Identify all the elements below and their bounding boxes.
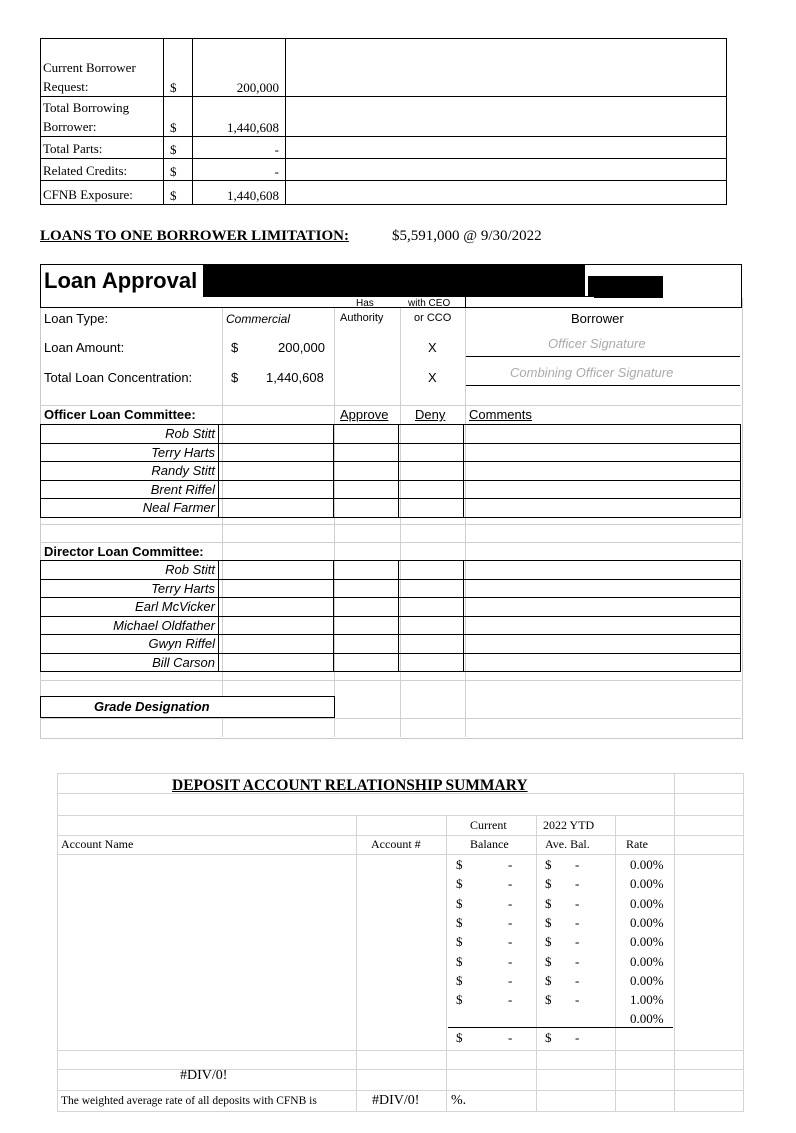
with-ceo-line1: with CEO: [408, 298, 451, 309]
member-name: Terry Harts: [41, 579, 219, 598]
currency-symbol: $: [545, 1030, 552, 1045]
rate-value: 0.00%: [630, 895, 664, 911]
currency-symbol: $: [164, 159, 193, 181]
blank-cell: [286, 181, 727, 205]
table-row: [41, 499, 741, 518]
deny-cell[interactable]: [399, 425, 464, 444]
ytd-value: -: [575, 992, 580, 1008]
member-name: Earl McVicker: [41, 598, 219, 617]
with-ceo-line2: or CCO: [414, 312, 452, 324]
exposure-amount: 200,000: [193, 39, 286, 97]
deny-cell[interactable]: [399, 616, 464, 635]
blank-cell: [286, 137, 727, 159]
total-line: [448, 1027, 673, 1028]
comments-cell[interactable]: [464, 579, 741, 598]
balance-value: -: [508, 914, 513, 930]
approve-cell[interactable]: [334, 598, 399, 617]
exposure-amount: 1,440,608: [193, 97, 286, 137]
deny-cell[interactable]: [399, 635, 464, 654]
balance-value: -: [508, 857, 513, 872]
deny-header: Deny: [415, 407, 446, 422]
loan-type-value: Commercial: [226, 312, 291, 326]
rate-value: 0.00%: [630, 1011, 664, 1026]
exposure-amount: -: [193, 137, 286, 159]
approve-cell[interactable]: [334, 425, 399, 444]
currency-symbol: $: [545, 992, 552, 1008]
currency-symbol: $: [456, 934, 463, 950]
table-row: [41, 616, 741, 635]
currency-symbol: $: [231, 370, 239, 385]
comments-cell[interactable]: [464, 635, 741, 654]
weighted-average-value: #DIV/0!: [372, 1093, 420, 1108]
deny-cell[interactable]: [399, 480, 464, 499]
balance-value: -: [508, 972, 513, 988]
table-row: [41, 653, 741, 672]
table-row: [41, 39, 727, 97]
exposure-table: [40, 38, 727, 205]
ytd-header-line2: Ave. Bal.: [545, 837, 590, 851]
blank-cell: [286, 39, 727, 97]
approve-cell[interactable]: [334, 653, 399, 672]
grid-line: [40, 524, 741, 525]
officer-committee-label: Officer Loan Committee:: [44, 407, 196, 422]
table-row: [41, 443, 741, 462]
currency-symbol: $: [456, 972, 463, 988]
currency-symbol: $: [456, 914, 463, 930]
deposit-title: DEPOSIT ACCOUNT RELATIONSHIP SUMMARY: [172, 777, 528, 794]
currency-symbol: $: [164, 97, 193, 137]
balance-value: -: [508, 895, 513, 911]
combining-signature-label: Combining Officer Signature: [510, 365, 674, 380]
ytd-value: -: [575, 934, 580, 950]
loan-type-label: Loan Type:: [44, 311, 109, 326]
comments-cell[interactable]: [464, 480, 741, 499]
ytd-value: -: [575, 876, 580, 892]
currency-symbol: $: [456, 895, 463, 911]
loan-amount-label: Loan Amount:: [44, 340, 125, 355]
table-row: [41, 97, 727, 137]
rate-value: 0.00%: [630, 914, 664, 930]
deny-cell[interactable]: [399, 653, 464, 672]
table-row: [41, 159, 727, 181]
member-name: Terry Harts: [41, 443, 219, 462]
limitation-label: LOANS TO ONE BORROWER LIMITATION:: [40, 228, 349, 244]
currency-symbol: $: [545, 934, 552, 950]
weighted-average-suffix: %.: [451, 1093, 467, 1108]
currency-symbol: $: [164, 137, 193, 159]
table-row: [41, 462, 741, 481]
ytd-header-line1: 2022 YTD: [543, 818, 595, 832]
exposure-amount: -: [193, 159, 286, 181]
rate-value: 0.00%: [630, 857, 664, 872]
total-concentration-value: 1,440,608: [266, 370, 324, 385]
grid-line: [40, 680, 741, 681]
blank-cell: [286, 159, 727, 181]
total-balance: -: [508, 1030, 513, 1045]
limitation-value: $5,591,000 @ 9/30/2022: [392, 228, 542, 244]
approve-cell[interactable]: [334, 561, 399, 580]
comments-header: Comments: [469, 407, 532, 422]
approve-cell[interactable]: [334, 579, 399, 598]
signature-line: [466, 385, 740, 386]
officer-signature-label: Officer Signature: [548, 336, 646, 351]
table-row: [41, 635, 741, 654]
blank-cell: [286, 97, 727, 137]
has-authority-line2: Authority: [340, 312, 384, 324]
table-row: [41, 181, 727, 205]
exposure-label: Current Borrower Request:: [41, 39, 164, 97]
exposure-amount: 1,440,608: [193, 181, 286, 205]
ytd-value: -: [575, 857, 580, 872]
deny-cell[interactable]: [399, 561, 464, 580]
signature-line: [466, 356, 740, 357]
comments-cell[interactable]: [464, 616, 741, 635]
balance-value: -: [508, 934, 513, 950]
account-name-header: Account Name: [61, 837, 134, 851]
approve-cell[interactable]: [334, 635, 399, 654]
member-name: Brent Riffel: [41, 480, 219, 499]
borrower-label: Borrower: [571, 311, 624, 326]
exposure-label: CFNB Exposure:: [41, 181, 164, 205]
table-row: [41, 137, 727, 159]
currency-symbol: $: [456, 992, 463, 1008]
redacted-bar: [203, 265, 585, 297]
table-row: [41, 598, 741, 617]
approve-cell[interactable]: [334, 462, 399, 481]
currency-symbol: $: [231, 340, 239, 355]
currency-symbol: $: [456, 857, 463, 872]
has-authority-line1: Has: [356, 298, 374, 309]
deny-cell[interactable]: [399, 462, 464, 481]
table-row: [41, 579, 741, 598]
member-name: Rob Stitt: [41, 561, 219, 580]
approve-header: Approve: [340, 407, 389, 422]
exposure-label: Total Borrowing Borrower:: [41, 97, 164, 137]
currency-symbol: $: [545, 972, 552, 988]
currency-symbol: $: [545, 857, 552, 872]
approve-cell[interactable]: [334, 499, 399, 518]
balance-value: -: [508, 953, 513, 969]
title-notch: [465, 296, 594, 307]
ytd-value: -: [575, 972, 580, 988]
exposure-label: Related Credits:: [41, 159, 164, 181]
member-name: Bill Carson: [41, 653, 219, 672]
currency-symbol: $: [545, 895, 552, 911]
authority-mark: X: [428, 340, 437, 355]
balance-value: -: [508, 992, 513, 1008]
currency-symbol: $: [164, 39, 193, 97]
approve-cell[interactable]: [334, 616, 399, 635]
ytd-value: -: [575, 895, 580, 911]
approval-title: Loan Approval: [44, 268, 198, 293]
currency-symbol: $: [545, 876, 552, 892]
total-concentration-label: Total Loan Concentration:: [44, 370, 193, 385]
deny-cell[interactable]: [399, 443, 464, 462]
rate-value: 1.00%: [630, 992, 664, 1008]
officer-committee-table: [40, 424, 741, 518]
grid-line: [40, 542, 741, 543]
member-name: Michael Oldfather: [41, 616, 219, 635]
balance-value: -: [508, 876, 513, 892]
member-name: Gwyn Riffel: [41, 635, 219, 654]
rate-header: Rate: [626, 837, 648, 851]
grid-line: [40, 405, 741, 406]
balance-header-line1: Current: [470, 818, 507, 832]
grade-designation-label: Grade Designation: [94, 699, 210, 714]
deny-cell[interactable]: [399, 499, 464, 518]
approve-cell[interactable]: [334, 480, 399, 499]
ytd-value: -: [575, 953, 580, 969]
deny-cell[interactable]: [399, 598, 464, 617]
loan-amount-value: 200,000: [278, 340, 325, 355]
rate-value: 0.00%: [630, 934, 664, 950]
rate-value: 0.00%: [630, 953, 664, 969]
comments-cell[interactable]: [464, 653, 741, 672]
grid-line: [40, 718, 741, 719]
account-number-header: Account #: [371, 837, 421, 851]
member-name: Neal Farmer: [41, 499, 219, 518]
deny-cell[interactable]: [399, 579, 464, 598]
table-row: [41, 480, 741, 499]
rate-value: 0.00%: [630, 876, 664, 892]
ytd-value: -: [575, 914, 580, 930]
member-name: Randy Stitt: [41, 462, 219, 481]
table-row: [41, 425, 741, 444]
weighted-average-label: The weighted average rate of all deposits with CFNB is: [61, 1095, 317, 1107]
balance-header-line2: Balance: [470, 837, 509, 851]
currency-symbol: $: [456, 953, 463, 969]
rate-value: 0.00%: [630, 972, 664, 988]
currency-symbol: $: [456, 1030, 463, 1045]
div-error: #DIV/0!: [180, 1068, 228, 1083]
comments-cell[interactable]: [464, 499, 741, 518]
currency-symbol: $: [545, 914, 552, 930]
currency-symbol: $: [456, 876, 463, 892]
comments-cell[interactable]: [464, 462, 741, 481]
table-row: [41, 561, 741, 580]
total-ytd: -: [575, 1030, 580, 1045]
currency-symbol: $: [545, 953, 552, 969]
comments-cell[interactable]: [464, 598, 741, 617]
director-committee-table: [40, 560, 741, 672]
director-committee-label: Director Loan Committee:: [44, 544, 204, 559]
member-name: Rob Stitt: [41, 425, 219, 444]
authority-mark: X: [428, 370, 437, 385]
approve-cell[interactable]: [334, 443, 399, 462]
redacted-bar: [588, 276, 663, 298]
currency-symbol: $: [164, 181, 193, 205]
comments-cell[interactable]: [464, 443, 741, 462]
comments-cell[interactable]: [464, 425, 741, 444]
exposure-label: Total Parts:: [41, 137, 164, 159]
comments-cell[interactable]: [464, 561, 741, 580]
